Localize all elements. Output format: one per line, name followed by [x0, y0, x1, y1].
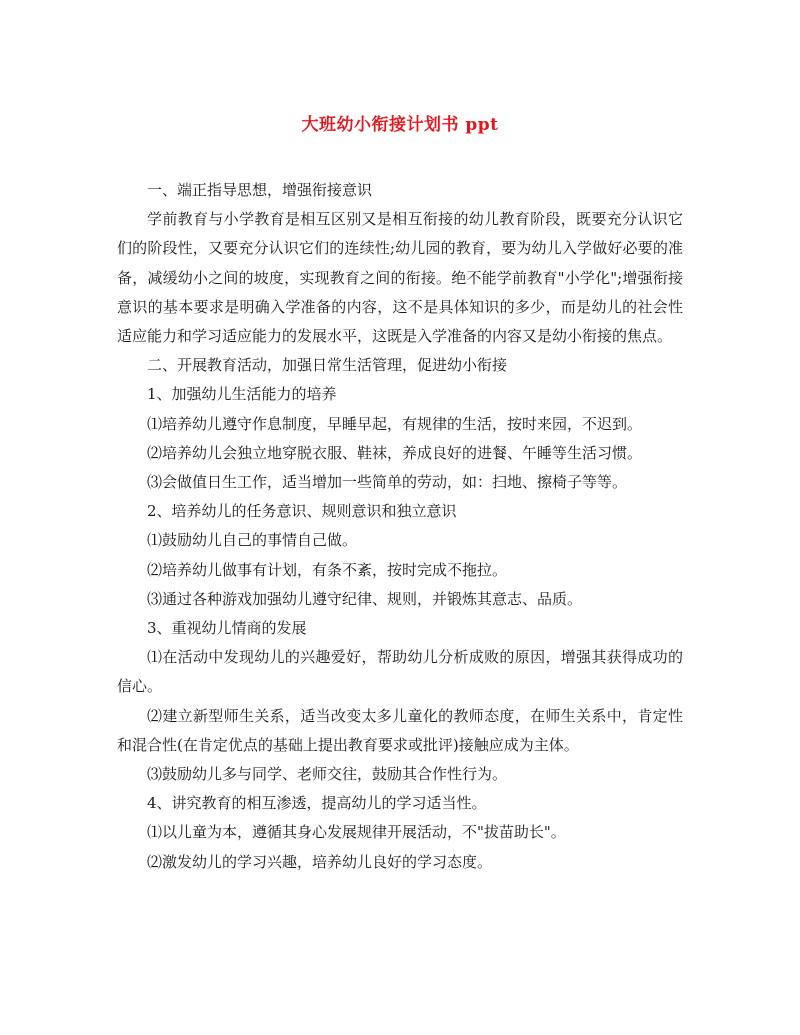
- list-item: ⑴以儿童为本，遵循其身心发展规律开展活动，不"拔苗助长"。: [147, 823, 566, 842]
- list-item: ⑵激发幼儿的学习兴趣，培养幼儿良好的学习态度。: [147, 852, 493, 871]
- list-item: ⑴鼓励幼儿自己的事情自己做。: [147, 531, 358, 550]
- list-item: ⑵培养幼儿会独立地穿脱衣服、鞋袜，养成良好的进餐、午睡等生活习惯。: [147, 443, 643, 462]
- list-item: ⑶鼓励幼儿多与同学、老师交往，鼓励其合作性行为。: [147, 765, 508, 784]
- list-item: ⑴在活动中发现幼儿的兴趣爱好，帮助幼儿分析成败的原因，增强其获得成功的信心。: [117, 648, 683, 696]
- document-title: 大班幼小衔接计划书 ppt: [301, 115, 499, 135]
- section-heading-1: 一、端正指导思想，增强衔接意识: [147, 181, 373, 199]
- subheading-2: 2、培养幼儿的任务意识、规则意识和独立意识: [147, 502, 457, 521]
- subheading-1: 1、加强幼儿生活能力的培养: [147, 385, 337, 404]
- section-heading-2: 二、开展教育活动，加强日常生活管理，促进幼小衔接: [147, 356, 508, 375]
- list-item: ⑴培养幼儿遵守作息制度，早睡早起，有规律的生活，按时来园，不迟到。: [147, 414, 643, 433]
- subheading-4: 4、讲究教育的相互渗透，提高幼儿的学习适当性。: [147, 794, 487, 813]
- list-item: ⑶通过各种游戏加强幼儿遵守纪律、规则，并锻炼其意志、品质。: [147, 589, 583, 608]
- list-item: ⑵建立新型师生关系，适当改变太多儿童化的教师态度，在师生关系中，肯定性和混合性(在肯定优点的基础上提出教育要求或批评)接触应成为主体。: [117, 706, 683, 754]
- list-item: ⑶会做值日生工作，适当增加一些简单的劳动，如：扫地、擦椅子等等。: [147, 473, 628, 492]
- paragraph-intro: 学前教育与小学教育是相互区别又是相互衔接的幼儿教育阶段，既要充分认识它们的阶段性，又要充分认识它们的连续性;幼儿园的教育，要为幼儿入学做好必要的准备，减缓幼小之间的坡度，实现教育之间的衔接。绝不能学前教育"小学化";增强衔接意识的基本要求是明确入学准备的内容，这不是具体知识的多少，而是幼儿的社会性适应能力和学习适应能力的发展水平，这既是入学准备的内容又是幼小衔接的焦点。: [117, 210, 683, 346]
- subheading-3: 3、重视幼儿情商的发展: [147, 619, 307, 638]
- list-item: ⑵培养幼儿做事有计划，有条不紊，按时完成不拖拉。: [147, 560, 508, 579]
- document-body: [117, 176, 683, 877]
